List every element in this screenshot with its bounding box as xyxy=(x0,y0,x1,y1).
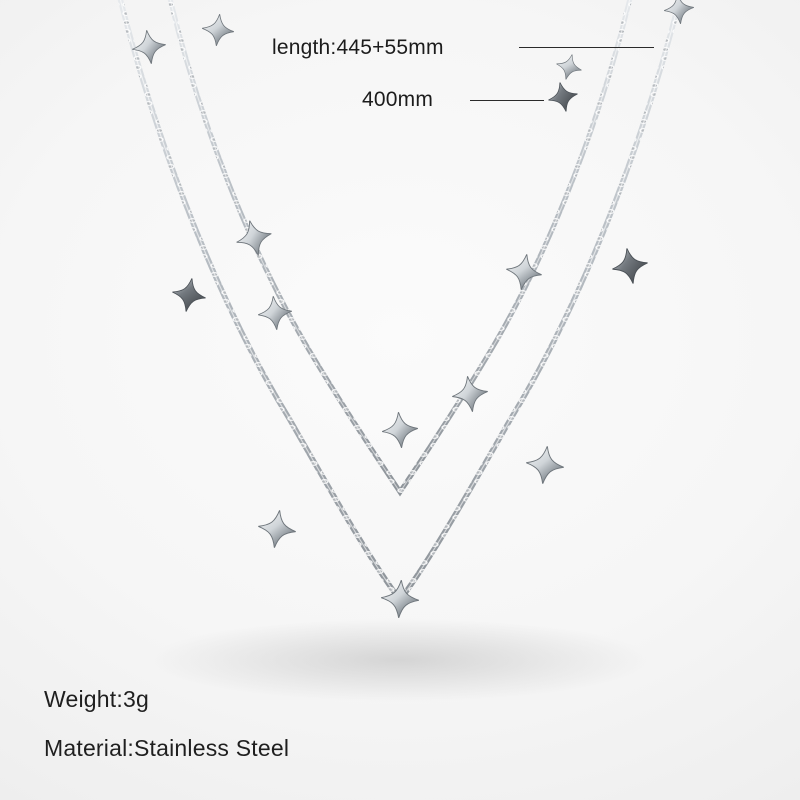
leader-line-drop xyxy=(470,100,544,101)
spec-material: Material:Stainless Steel xyxy=(44,735,290,761)
annotation-drop-label: 400mm xyxy=(362,88,434,111)
annotation-length-label: length:445+55mm xyxy=(272,36,444,59)
leader-line-length xyxy=(519,47,654,48)
spec-weight: Weight:3g xyxy=(44,686,149,712)
